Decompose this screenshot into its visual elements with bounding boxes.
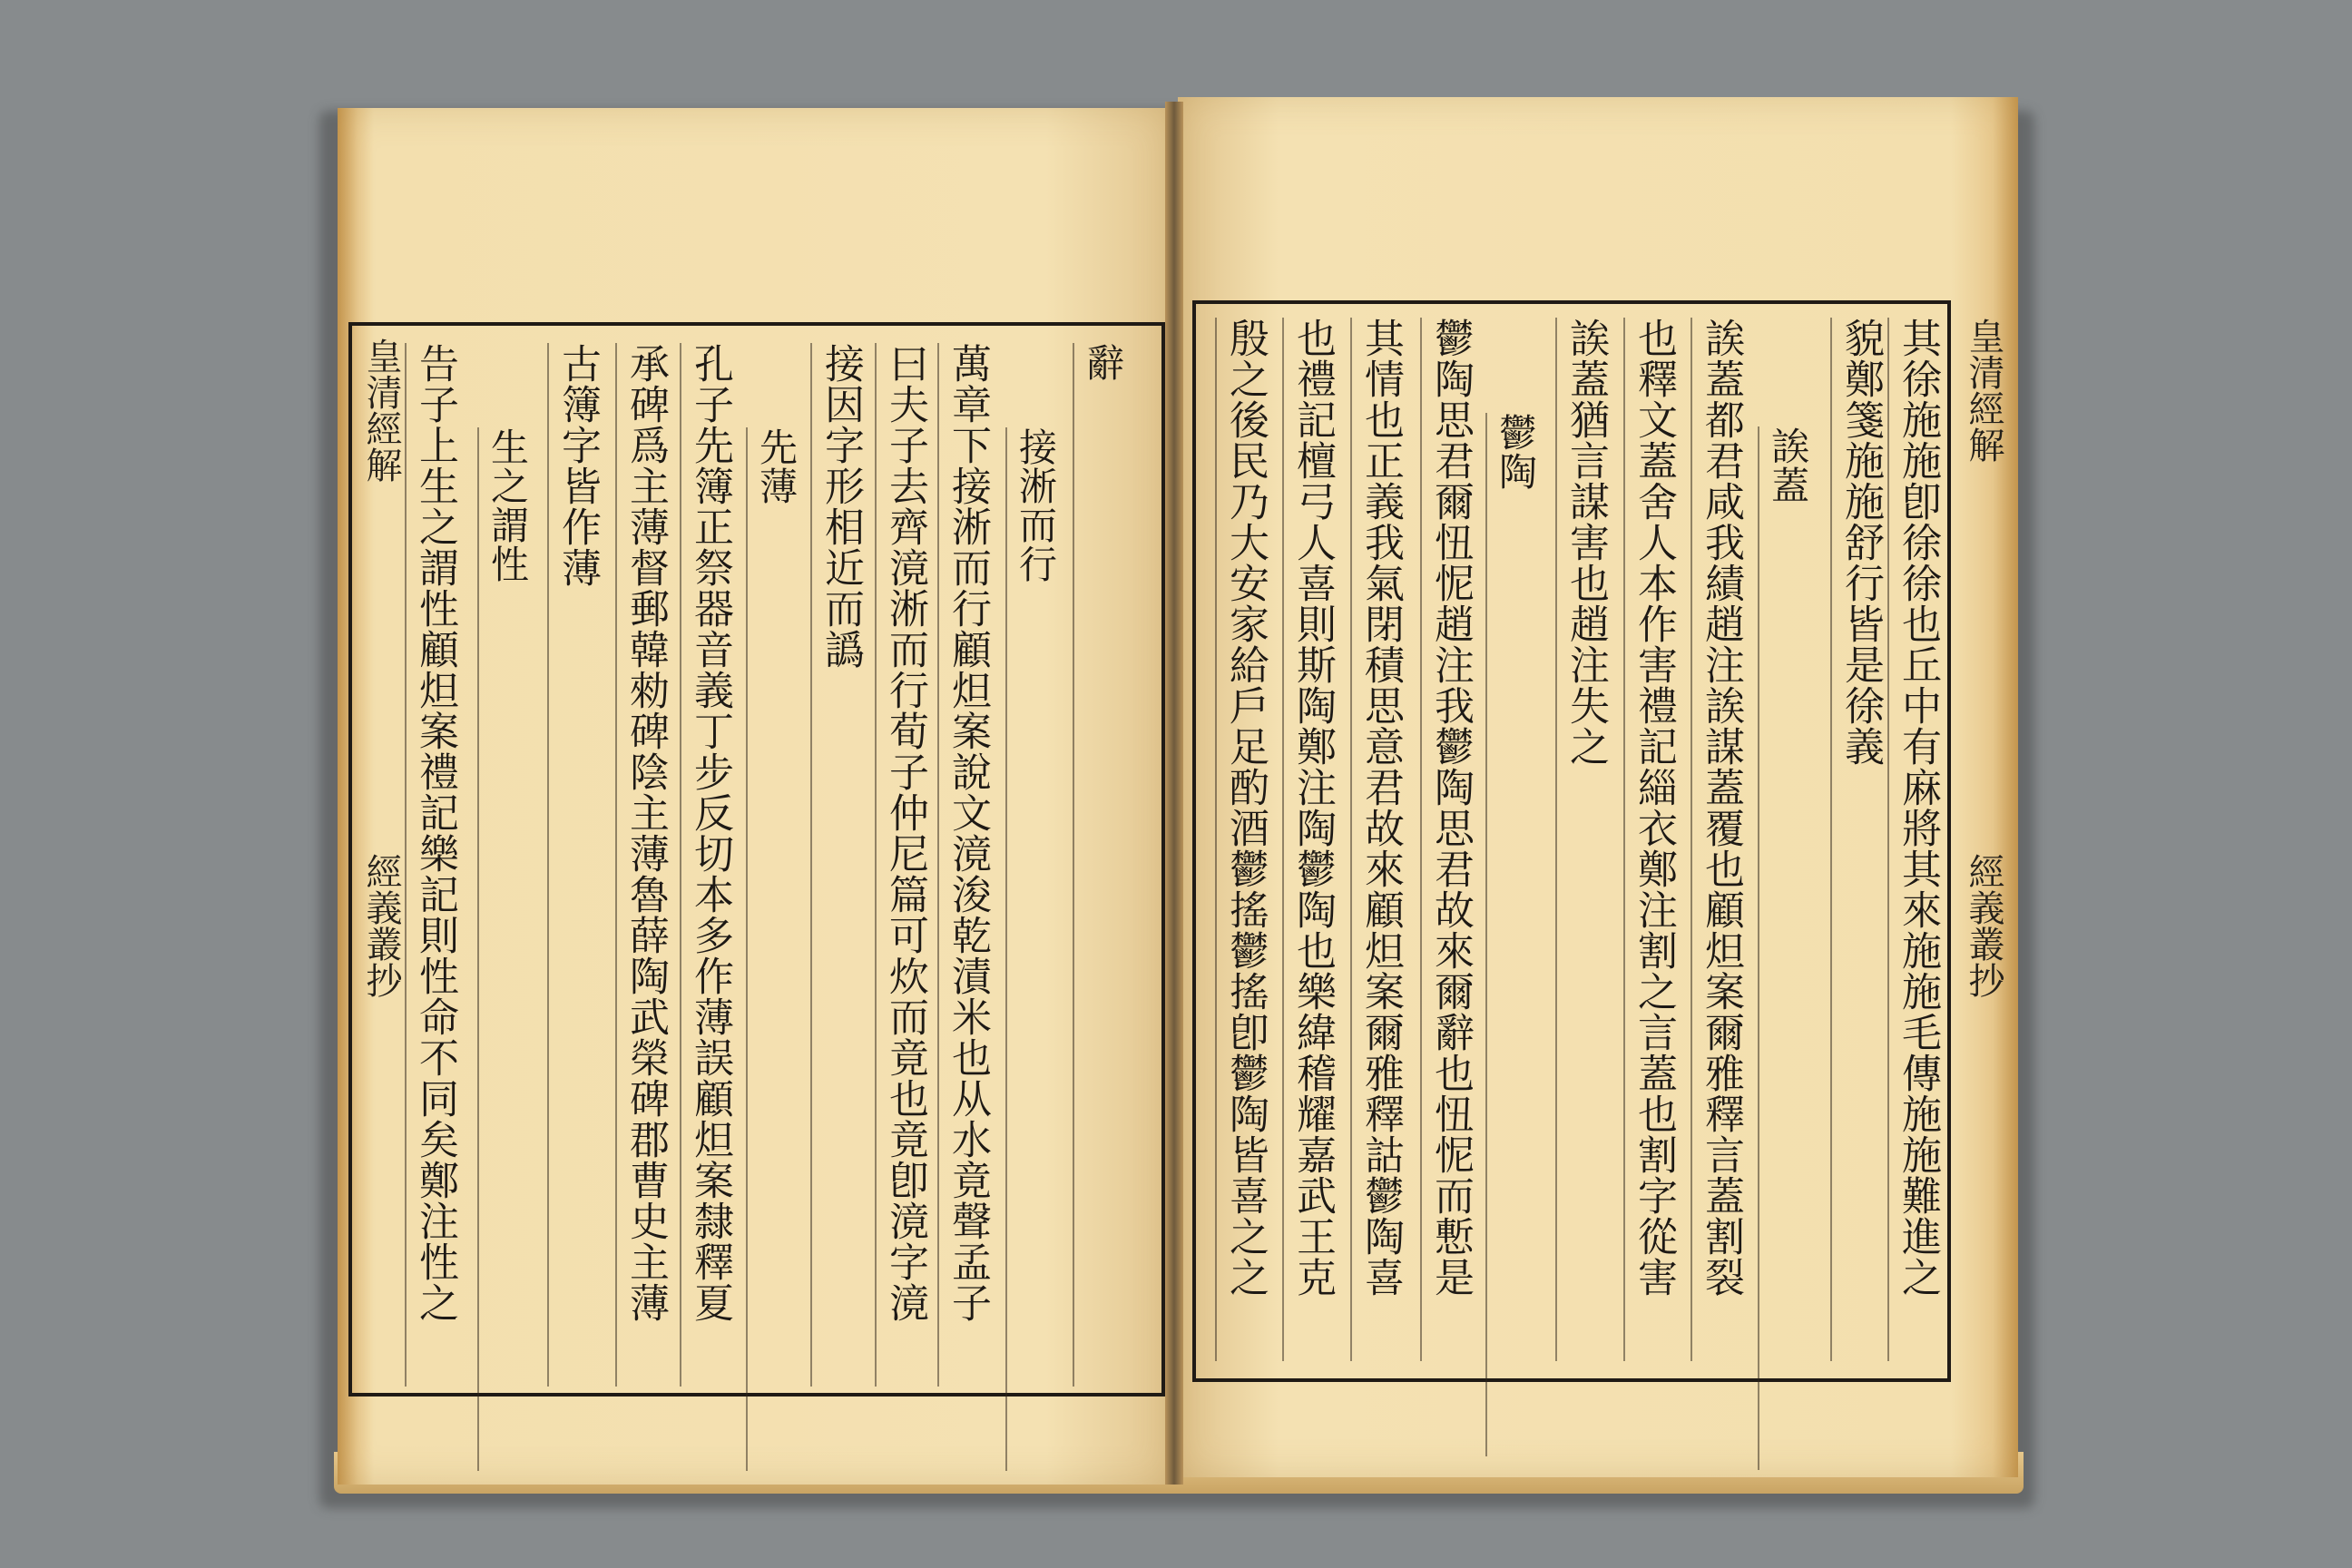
left-column-heading-jiexi: 接淅而行 — [1005, 427, 1065, 1471]
right-column-4: 誒蓋都君咸我績趙注誒謀蓋覆也顧炟案爾雅釋言蓋割裂 — [1690, 318, 1750, 1361]
right-column-9: 其情也正義我氣閉積思意君故來顧炟案爾雅釋詁鬱陶喜 — [1350, 318, 1410, 1361]
right-column-10: 也禮記檀弓人喜則斯陶鄭注陶鬱陶也樂緯稽耀嘉武王克 — [1282, 318, 1342, 1361]
right-column-heading-xigai: 誒蓋 — [1758, 426, 1818, 1470]
book-gutter — [1165, 102, 1183, 1485]
right-column-11: 殷之後民乃大安家給戶足酌酒鬱搖鬱搖卽鬱陶皆喜之之 — [1215, 318, 1275, 1361]
left-column-4: 曰夫子去齊滰淅而行荀子仲尼篇可炊而竟也竟卽滰字滰 — [875, 343, 935, 1387]
left-margin-section: 經義叢抄 — [360, 853, 402, 998]
left-column-heading-ci: 辭 — [1073, 343, 1132, 1387]
right-column-6: 誒蓋猶言謀害也趙注失之 — [1555, 318, 1615, 1361]
right-column-5: 也釋文蓋舍人本作害禮記緇衣鄭注割之言蓋也割字從害 — [1623, 318, 1683, 1361]
left-column-heading-shengzhiweixing: 生之謂性 — [477, 427, 537, 1471]
left-column-11: 告子上生之謂性顧炟案禮記樂記則性命不同矣鄭注性之 — [405, 343, 465, 1387]
right-column-1: 其徐施施卽徐徐也丘中有麻將其來施施毛傳施施難進之 — [1887, 318, 1947, 1361]
right-column-2: 貌鄭箋施施舒行皆是徐義 — [1830, 318, 1890, 1361]
left-margin-title: 皇清經解 — [360, 338, 402, 483]
left-column-8: 承碑爲主薄督郵韓勑碑陰主薄魯薛陶武榮碑郡曹史主薄 — [615, 343, 675, 1387]
left-column-7: 孔子先簿正祭器音義丁步反切本多作薄誤顧炟案隸釋夏 — [680, 343, 740, 1387]
left-column-5: 接因字形相近而譌 — [810, 343, 870, 1387]
left-column-3: 萬章下接淅而行顧炟案說文滰浚乾漬米也从水竟聲孟子 — [937, 343, 997, 1387]
right-column-8: 鬱陶思君爾忸怩趙注我鬱陶思君故來爾辭也忸怩而慙是 — [1420, 318, 1480, 1361]
left-column-heading-xianbo: 先薄 — [746, 427, 806, 1471]
right-margin-title: 皇清經解 — [1963, 318, 2004, 463]
left-column-9: 古簿字皆作薄 — [547, 343, 607, 1387]
right-margin-section: 經義叢抄 — [1963, 853, 2004, 998]
right-column-heading-yutao: 鬱陶 — [1485, 413, 1545, 1456]
